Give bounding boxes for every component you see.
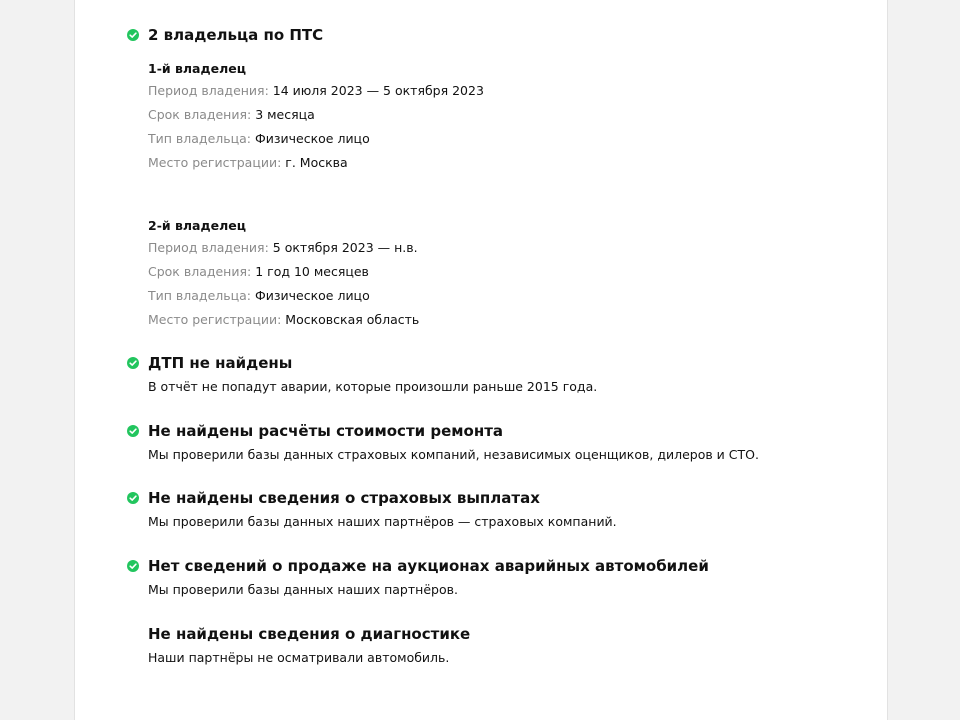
diagnostics-section-title: Не найдены сведения о диагностике [148,625,471,643]
owners-section-title: 2 владельца по ПТС [148,26,324,44]
registration-place-value: г. Москва [285,155,348,170]
ownership-period-label: Период владения: [148,83,269,98]
auctions-section [127,555,709,599]
registration-place-label: Место регистрации: [148,155,282,170]
registration-place-value: Московская область [285,312,420,327]
check-circle-icon [127,29,139,41]
repair-section-header [127,420,759,442]
check-circle-icon [127,357,139,369]
insurance-section-header [127,487,617,509]
owner-type-value: Физическое лицо [254,288,370,303]
registration-place-label: Место регистрации: [148,312,282,327]
owners-section [127,24,323,46]
owners-section-header [127,24,323,46]
ownership-period-value: 14 июля 2023 — 5 октября 2023 [272,83,484,98]
auctions-section-description: Мы проверили базы данных наших партнёров. [148,582,458,597]
report-panel [74,0,888,720]
accidents-section [127,352,597,396]
owner-block-1 [148,60,484,172]
check-circle-icon [127,560,139,572]
check-circle-icon [127,492,139,504]
ownership-period-value: 5 октября 2023 — н.в. [272,240,418,255]
accidents-section-header [127,352,597,374]
owner-title: 2-й владелец [148,218,246,233]
owner-type-value: Физическое лицо [254,131,370,146]
repair-section-description: Мы проверили базы данных страховых компаний, независимых оценщиков, дилеров и СТО. [148,447,759,462]
repair-section-title: Не найдены расчёты стоимости ремонта [148,422,504,440]
owner-type-label: Тип владельца: [148,288,251,303]
ownership-duration-row [148,263,419,281]
diagnostics-section-header [127,623,470,645]
ownership-period-row [148,82,484,100]
diagnostics-section-description: Наши партнёры не осматривали автомобиль. [148,650,450,665]
owner-title: 1-й владелец [148,61,246,76]
accidents-section-description: В отчёт не попадут аварии, которые произошли раньше 2015 года. [148,379,598,394]
ownership-duration-value: 1 год 10 месяцев [255,264,369,279]
ownership-period-label: Период владения: [148,240,269,255]
accidents-section-title: ДТП не найдены [148,354,293,372]
ownership-duration-row [148,106,484,124]
owner-type-row [148,130,484,148]
repair-section [127,420,759,464]
insurance-section [127,487,617,531]
check-circle-icon [127,425,139,437]
insurance-section-description: Мы проверили базы данных наших партнёров — страховых компаний. [148,514,617,529]
insurance-section-title: Не найдены сведения о страховых выплатах [148,489,540,507]
auctions-section-title: Нет сведений о продаже на аукционах аварийных автомобилей [148,557,709,575]
registration-place-row [148,154,484,172]
ownership-duration-value: 3 месяца [255,107,315,122]
ownership-duration-label: Срок владения: [148,107,252,122]
owner-type-row [148,287,419,305]
auctions-section-header [127,555,709,577]
registration-place-row [148,311,419,329]
owner-block-2 [148,217,419,329]
ownership-period-row [148,239,419,257]
diagnostics-section [127,623,470,667]
owner-type-label: Тип владельца: [148,131,251,146]
ownership-duration-label: Срок владения: [148,264,252,279]
